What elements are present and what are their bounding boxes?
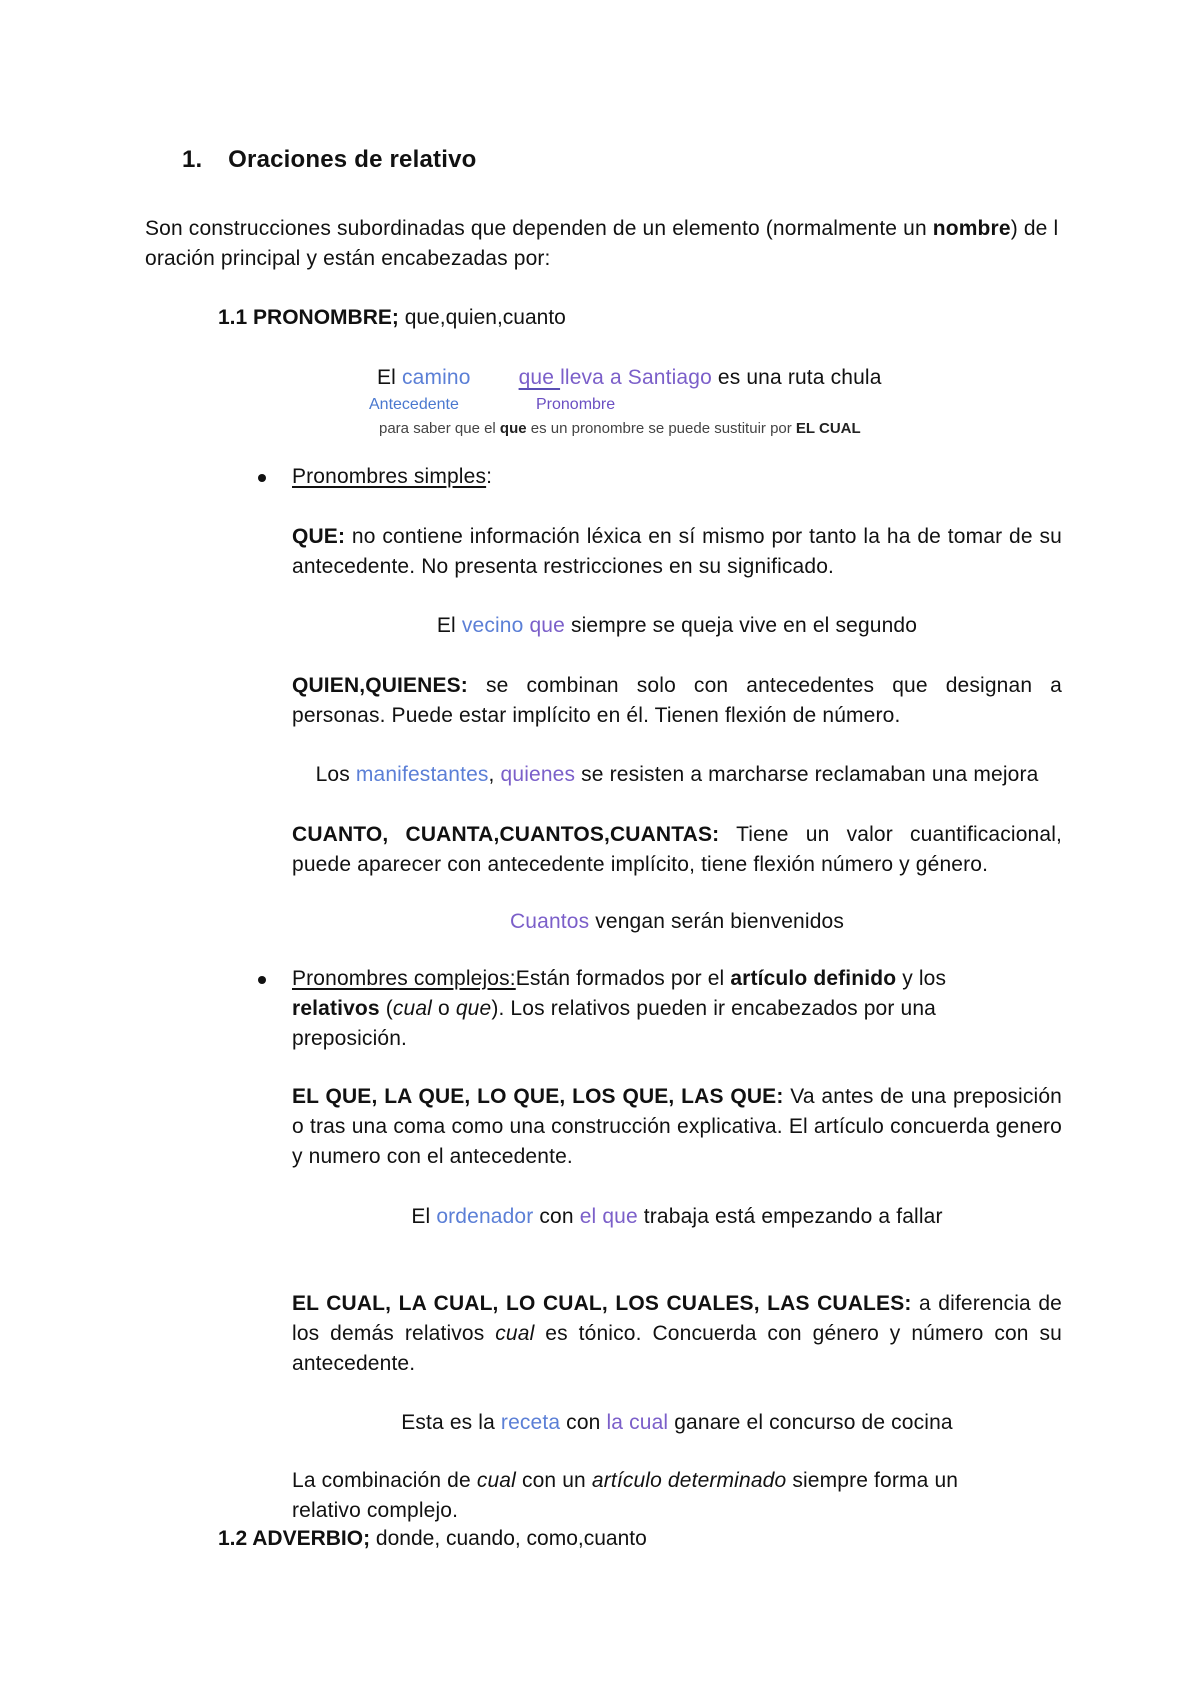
example-antecedent: receta <box>500 1411 561 1434</box>
definition-text: es tónico. Concuerda con género y número con su antecedente. <box>292 1322 1062 1375</box>
bullet-text: Están formados por el <box>515 967 731 990</box>
bullet-italic: que <box>455 997 492 1020</box>
bullet-bold: artículo definido <box>730 967 897 990</box>
paragraph-text: con un <box>515 1469 592 1492</box>
subsection-heading-adverbio <box>218 1527 647 1551</box>
note-bold: que <box>499 420 527 437</box>
example-word: El <box>377 366 402 389</box>
note-el-cual <box>379 420 861 437</box>
example-word: lleva a Santiago <box>560 366 712 389</box>
subsection-rest: que,quien,cuanto <box>398 306 566 329</box>
intro-paragraph <box>145 214 1065 274</box>
note-text: es un pronombre se puede sustituir por <box>526 420 796 437</box>
bullet-label: Pronombres complejos: <box>292 967 516 990</box>
example-word: Esta es la <box>401 1411 501 1434</box>
definition-text: no contiene información léxica en sí mismo por tanto la ha de tomar de su antecedente. No presenta restricciones en su significado. <box>292 525 1062 578</box>
bullet-text: ). Los relativos pueden ir encabezados por una preposición. <box>292 997 936 1050</box>
example-relative: que <box>529 614 565 637</box>
bullet-label: Pronombres simples <box>292 465 487 488</box>
term-bold: EL CUAL, LA CUAL, LO CUAL, LOS CUALES, LAS CUALES: <box>292 1292 912 1315</box>
paragraph-italic: cual <box>476 1469 516 1492</box>
example-word: siempre se queja vive en el segundo <box>564 614 918 637</box>
paragraph-text: La combinación de <box>292 1469 477 1492</box>
heading-title: Oraciones de relativo <box>228 146 477 173</box>
example-word: con <box>533 1205 580 1228</box>
example-cuantos <box>292 907 1062 937</box>
definition-italic: cual <box>495 1322 535 1345</box>
subsection-label: 1.2 ADVERBIO; <box>218 1527 371 1550</box>
subsection-heading-pronombre <box>218 306 566 330</box>
label-antecedente: Antecedente <box>369 396 459 413</box>
bullet-pronombres-complejos <box>292 964 1022 1054</box>
example-antecedent: ordenador <box>436 1205 534 1228</box>
definition-text: Va antes de una preposición o tras una coma como una construcción explicativa. El artículo concuerda genero y numero con el antecedente. <box>292 1085 1062 1168</box>
section-heading <box>182 146 476 174</box>
term-bold: EL QUE, LA QUE, LO QUE, LOS QUE, LAS QUE: <box>292 1085 784 1108</box>
heading-number: 1. <box>182 146 203 173</box>
example-manifestantes <box>292 760 1062 790</box>
term-bold: CUANTO, CUANTA,CUANTOS,CUANTAS: <box>292 823 720 846</box>
term-bold: QUE: <box>292 525 346 548</box>
example-word: El <box>411 1205 437 1228</box>
example-word: se resisten a marcharse reclamaban una mejora <box>575 763 1039 786</box>
paragraph-italic: artículo determinado <box>591 1469 787 1492</box>
example-word: trabaja está empezando a fallar <box>637 1205 943 1228</box>
definition-text: se combinan solo con antecedentes que designan a personas. Puede estar implícito en él. Tienen flexión de número. <box>292 674 1062 727</box>
example-relative: quienes <box>500 763 576 786</box>
subsection-rest: donde, cuando, como,cuanto <box>370 1527 647 1550</box>
example-antecedent: vecino <box>461 614 524 637</box>
bullet-text: o <box>432 997 456 1020</box>
example-word: con <box>560 1411 607 1434</box>
term-bold: QUIEN,QUIENES: <box>292 674 468 697</box>
el-cual-definition <box>292 1289 1062 1379</box>
example-relative: que <box>518 366 561 389</box>
example-word: , <box>488 763 501 786</box>
example-relative: el que <box>579 1205 638 1228</box>
example-receta <box>292 1408 1062 1438</box>
paragraph-text: siempre forma un relativo complejo. <box>292 1469 959 1522</box>
bullet-text: y los <box>896 967 947 990</box>
intro-text-end: ) de l oración principal y están encabezadas por: <box>145 217 1059 270</box>
bullet-pronombres-simples <box>292 462 492 492</box>
bullet-italic: cual <box>392 997 432 1020</box>
quien-definition <box>292 671 1062 731</box>
intro-text: Son construcciones subordinadas que dependen de un elemento (normalmente un <box>145 217 933 240</box>
example-ordenador <box>292 1202 1062 1232</box>
example-word: es una ruta chula <box>711 366 882 389</box>
note-bold: EL CUAL <box>795 420 861 437</box>
subsection-label: 1.1 PRONOMBRE; <box>218 306 399 329</box>
example-camino <box>377 363 882 393</box>
que-definition <box>292 522 1062 582</box>
example-vecino <box>292 611 1062 641</box>
example-relative: Cuantos <box>509 910 590 933</box>
example-word: Los <box>315 763 356 786</box>
example-antecedent: camino <box>401 366 471 389</box>
bullet-text: ( <box>379 997 393 1020</box>
note-text: para saber que el <box>379 420 500 437</box>
intro-bold: nombre <box>932 217 1011 240</box>
example-relative: la cual <box>606 1411 669 1434</box>
example-word: ganare el concurso de cocina <box>668 1411 953 1434</box>
el-que-definition <box>292 1082 1062 1172</box>
bullet-colon: : <box>486 465 493 488</box>
example-word: vengan serán bienvenidos <box>589 910 845 933</box>
cuanto-definition <box>292 820 1062 880</box>
combinacion-paragraph <box>292 1466 1012 1526</box>
bullet-icon <box>258 474 266 482</box>
definition-text: Tiene un valor cuantificacional, puede aparecer con antecedente implícito, tiene flexión número y género. <box>292 823 1062 876</box>
bullet-icon <box>258 976 266 984</box>
label-pronombre: Pronombre <box>536 396 616 413</box>
example-word: El <box>436 614 462 637</box>
definition-text: a diferencia de los demás relativos <box>292 1292 1062 1345</box>
bullet-bold: relativos <box>292 997 380 1020</box>
example-antecedent: manifestantes <box>355 763 489 786</box>
